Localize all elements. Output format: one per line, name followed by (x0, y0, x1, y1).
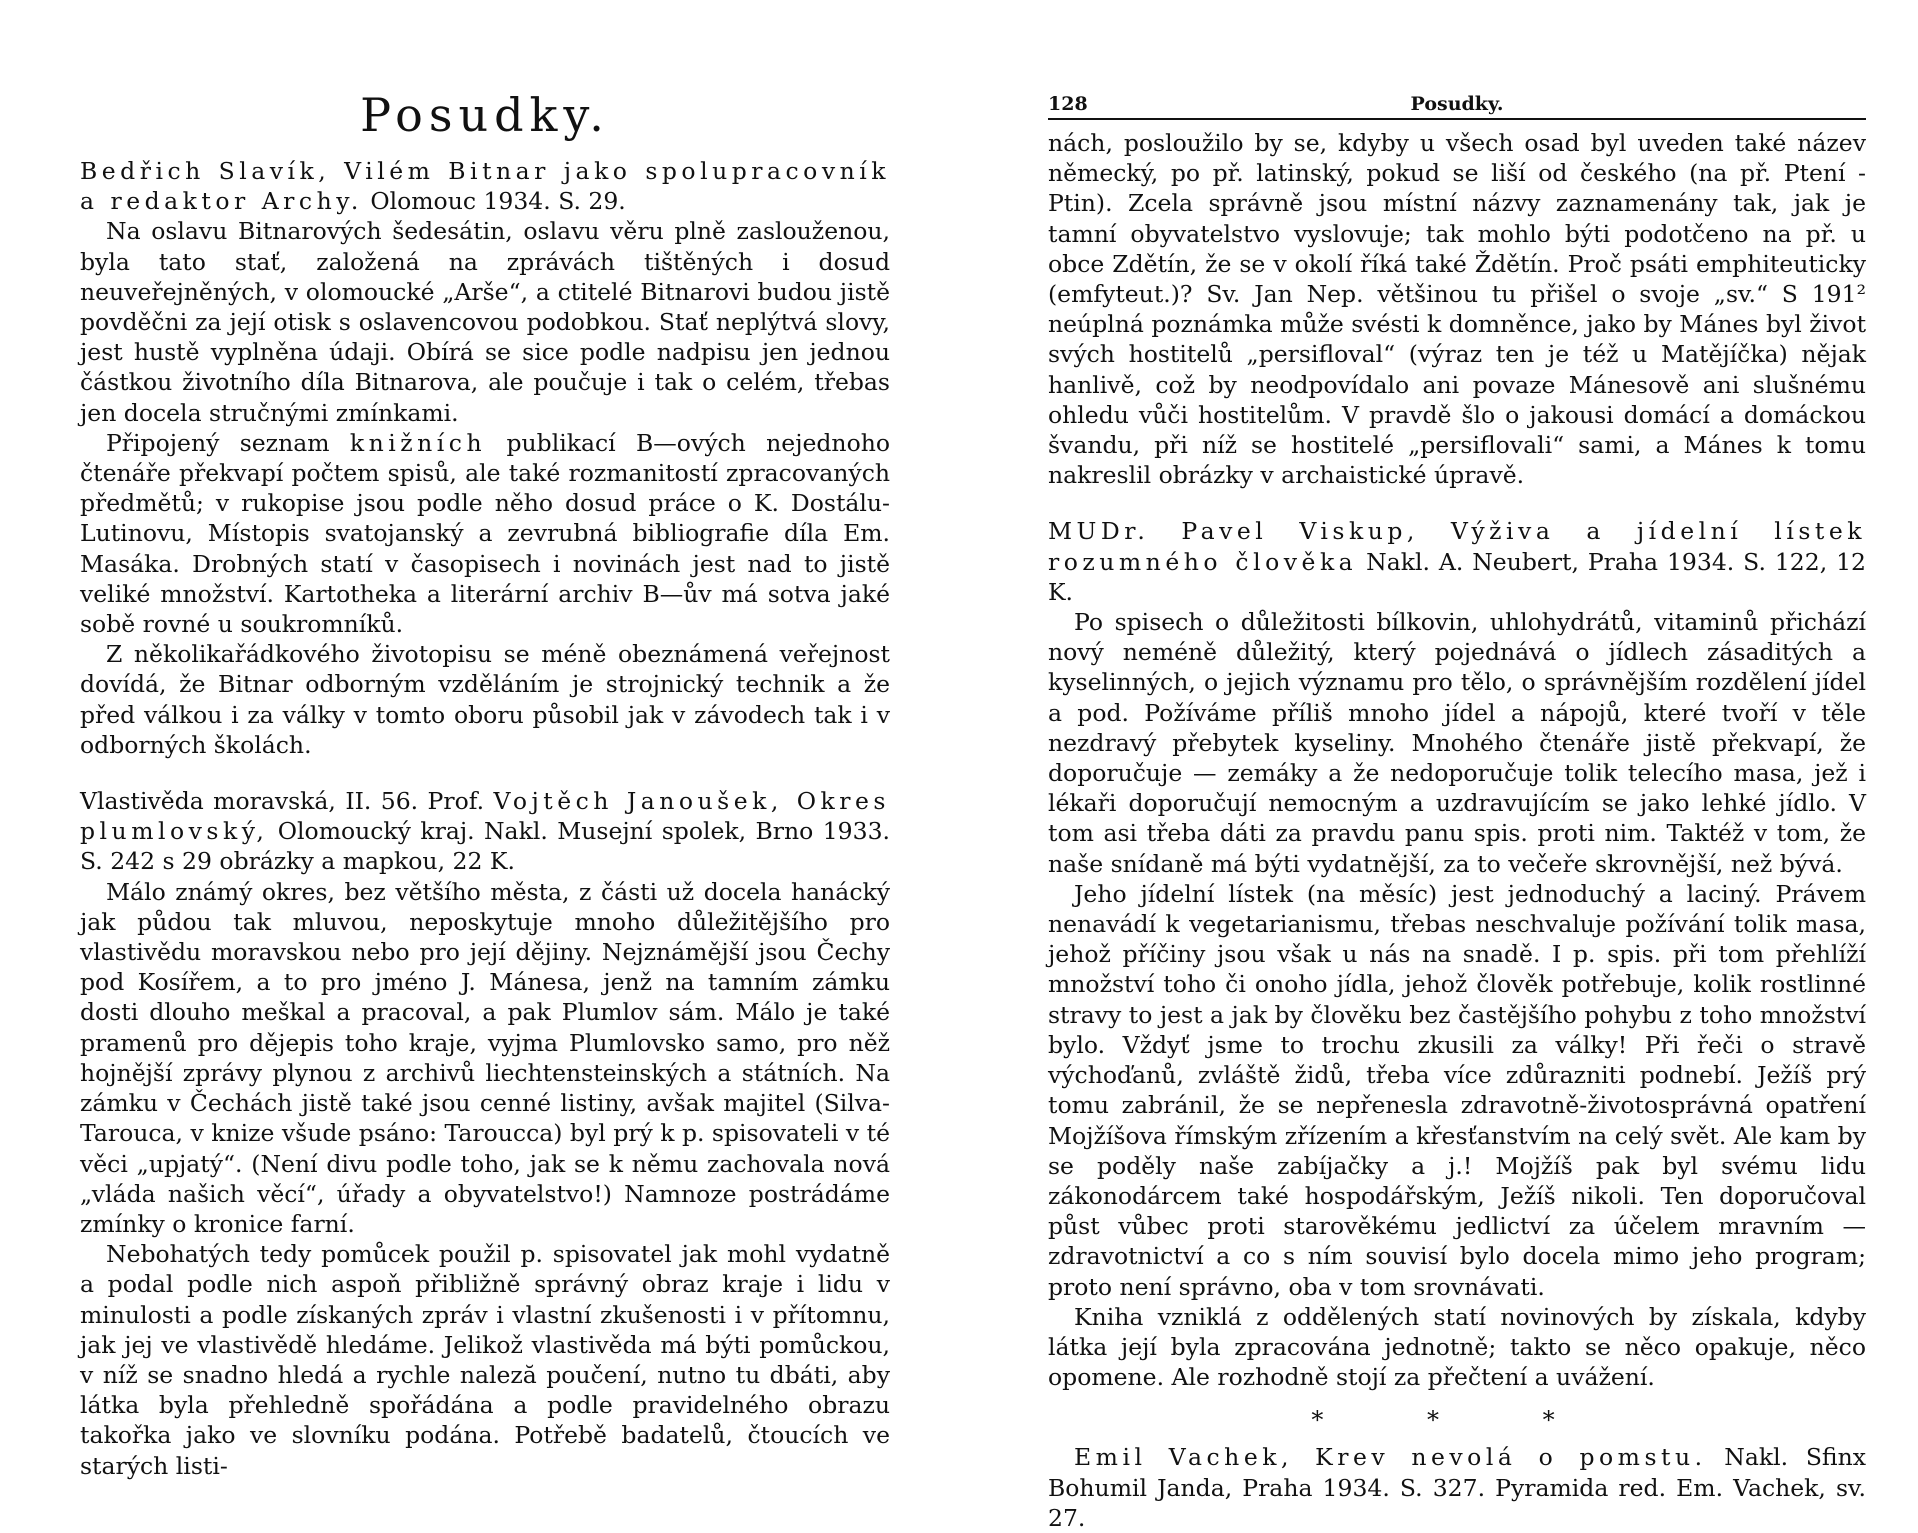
review-heading (1048, 516, 1866, 607)
review-publication-details: Nakl. A. Neubert, Praha 1934. S. 122, 12 K. (1048, 547, 1866, 606)
review-author-title: Bedřich Slavík, Vilém Bitnar jako spolupracovník a redaktor Archy. (80, 157, 890, 216)
review-heading (80, 786, 890, 877)
review-viskup (1048, 516, 1866, 1392)
running-head-title: Posudky. (1410, 93, 1504, 115)
review-paragraph: Na oslavu Bitnarových šedesátin, oslavu věru plně zaslouženou, byla tato stať, založená na zprávách tištěných i dosud neuveřejněných, v olomoucké „Arše“, a ctitelé Bitnarovi budou jistě povděčni za její otisk s oslavencovou podobkou. Stať neplýtvá slovy, jest hustě vyplněna údaji. Obírá se sice podle nadpisu jen jednou částkou životního díla Bitnarova, ale poučuje i tak o celém, třebas jen docela stručnými zmínkami. (80, 217, 890, 427)
review-paragraph: Kniha vzniklá z oddělených statí novinových by získala, kdyby látka její byla zpracována jednotně; takto se něco opakuje, něco opomene. Ale rozhodně stojí za přečtení a uvážení. (1048, 1302, 1866, 1392)
section-gap (80, 760, 890, 786)
review-vachek (1048, 1442, 1866, 1533)
review-heading (1048, 1442, 1866, 1533)
left-page (80, 0, 890, 1501)
running-head (1048, 88, 1866, 120)
review-publication-details: Nakl. Sfinx Bohumil Janda, Praha 1934. S. 327. Pyramida red. Em. Vachek, sv. 27. (1048, 1443, 1866, 1532)
spaced-word: knižních (349, 428, 487, 457)
review-slavik (80, 156, 890, 760)
review-paragraph: Jeho jídelní lístek (na měsíc) jest jednoduchý a laciný. Právem nenavádí k vegetarianismu, třebas neschvaluje požívání tolik masa, jehož příčiny jsou však u nás na snadě. I p. spis. při tom přehlíží množství toho či onoho jídla, jehož člověk potřebuje, kolik rostlinné stravy to jest a jak by člověku bez častějšího pohybu z toho množství bylo. Vždyť jsme to trochu zkusili za války! Při řeči o stravě výchoďanů, zvláště židů, třeba více zdůrazniti podnebí. Ježíš prý tomu zabránil, že se nepřenesla zdravotně-životosprávná opatření Mojžíšova římským zřízením a křesťanstvím na celý svět. Ale kam by se poděly naše zabíjačky a j.! Mojžíš pak byl svému lidu zákonodárcem také hospodářským, Ježíš nikoli. Ten doporučoval půst vůbec proti starověkému jedlictví za účelem mravním — zdravotnictví a co s ním souvisí bylo docela mimo jeho program; proto není správno, oba v tom srovnávati. (1048, 879, 1866, 1301)
page-number: 128 (1048, 93, 1088, 115)
review-heading (80, 156, 890, 216)
review-paragraph: Po spisech o důležitosti bílkovin, uhlohydrátů, vitaminů přichází nový neméně důležitý, který pojednává o jídlech zásaditých a kyselinných, o jejich významu pro tělo, o správnějším rozdělení jídel a pod. Požíváme příliš mnoho jídel a nápojů, které tvoří v těle nezdravý přebytek kyseliny. Mnohého čtenáře jistě překvapí, že doporučuje — zemáky a že nedoporučuje tolik telecího masa, jež i lékaři doporučují nemocným a uzdravujícím se jako lehké jídlo. V tom asi třeba dáti za pravdu panu spis. proti nim. Taktéž v tom, že naše snídaně má býti vydatnější, za to večeře skrovnější, než bývá. (1048, 608, 1866, 878)
review-paragraph: nách, posloužilo by se, kdyby u všech osad byl uveden také název německý, po př. latinský, pokud se liší od českého (na př. Ptení - Ptin). Zcela správně jsou místní názvy zaznamenány tak, jak je tamní obyvatelstvo vyslovuje; tak mohlo býti podotčeno na př. u obce Zdětín, že se v okolí říká také Ždětín. Proč psáti emphiteuticky (emfyteut.)? Sv. Jan Nep. většinou tu přišel o svoje „sv.“ S 191² neúplná poznámka může svésti k domněnce, jako by Mánes byl život svých hostitelů „persifloval“ (výraz ten je též u Matějíčka) nějak hanlivě, což by neodpovídalo ani povaze Mánesově ani slušnému ohledu vůči hostitelům. V pravdě šlo o jakousi domácí a domáckou švandu, při níž se hostitelé „persiflovali“ sami, a Mánes k tomu nakreslil obrázky v archaistické úpravě. (1048, 129, 1867, 490)
review-janousek (80, 786, 890, 1481)
review-paragraph: Nebohatých tedy pomůcek použil p. spisovatel jak mohl vydatně a podal podle nich aspoň přibližně správný obraz kraje i lidu v minulosti a podle získaných zpráv i vlastní zkušenosti i v přítomnu, jak jej ve vlastivědě hledáme. Jelikož vlastivěda má býti pomůckou, v níž se snadno hledá a rychle naleză poučení, nutno tu dbáti, aby látka byla přehledně spořádána a podle pravidelného obrazu takořka jako ve slovníku podána. Potřebě badatelů, čtoucích ve starých listi- (80, 1240, 890, 1480)
paragraph-text: publikací B—ových nejednoho čtenáře překvapí počtem spisů, ale také rozmanitostí zpracovaných předmětů; v rukopise jsou podle něho dosud práce o K. Dostálu-Lutinovu, Místopis svatojanský a zevrubná bibliografie díla Em. Masáka. Drobných statí v časopisech i novinách jest nad to jistě veliké množství. Kartotheka a literární archiv B—ův má sotva jaké sobě rovné u soukromníků. (80, 428, 890, 639)
review-series: Vlastivěda moravská, II. 56. Prof. (80, 787, 485, 816)
paragraph-text: Připojený seznam (106, 428, 330, 457)
review-paragraph: Málo známý okres, bez většího města, z části už docela hanácký jak půdou tak mluvou, neposkytuje mnoho důležitějšího pro vlastivědu moravskou nebo pro její dějiny. Nejznámější jsou Čechy pod Kosířem, a to pro jméno J. Mánesa, jenž na tamním zámku dosti dlouho meškal a pracoval, a pak Plumlov sám. Málo je také pramenů pro dějepis toho kraje, vyjma Plumlovsko samo, pro něž hojnější zprávy plynou z archivů liechtensteinských a státních. Na zámku v Čechách jistě také jsou cenné listiny, avšak majitel (Silva-Tarouca, v knize všude psáno: Taroucca) byl prý k p. spisovateli v té věci „upjatý“. (Není divu podle toho, jak se k němu zachovala nová „vláda našich věcí“, úřady a obyvatelstvo!) Namnoze postrádáme zmínky o kronice farní. (80, 877, 890, 1238)
section-gap (1048, 490, 1866, 516)
continued-review (1048, 128, 1866, 490)
review-author-title: Vojtěch Janoušek, Okres plumlovský, (80, 787, 890, 846)
review-author-title: Emil Vachek, Krev nevolá o pomstu. (1074, 1443, 1707, 1472)
review-paragraph: Z několikařádkového životopisu se méně obeznámená veřejnost dovídá, že Bitnar odborným vzděláním je strojnický technik a že před válkou i za války v tomto oboru působil jak v závodech tak i v odborných školách. (80, 640, 890, 759)
review-author-title: MUDr. Pavel Viskup, Výživa a jídelní lístek rozumného člověka (1048, 517, 1866, 576)
review-publication-details: Olomoucký kraj. Nakl. Musejní spolek, Brno 1933. S. 242 s 29 obrázky a mapkou, 22 K. (80, 817, 890, 876)
page-title: Posudky. (360, 88, 610, 142)
right-page (1048, 0, 1867, 1532)
review-paragraph (80, 428, 890, 639)
section-separator: * * * (1311, 1406, 1603, 1435)
review-publication-details: Olomouc 1934. S. 29. (370, 187, 626, 216)
